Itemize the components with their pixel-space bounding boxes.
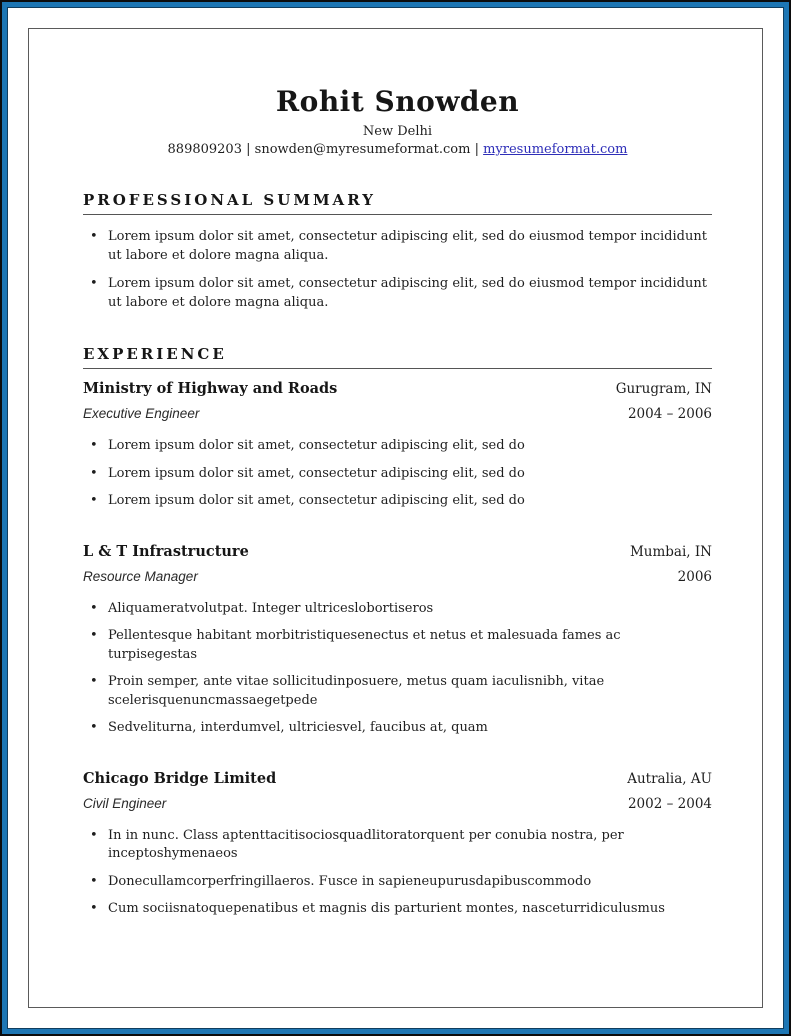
job-bullet-list [83, 827, 712, 919]
summary-bullet [83, 228, 712, 265]
job-title-row [83, 404, 712, 424]
job-entry-ministry [83, 379, 712, 511]
company-name: Ministry of Highway and Roads [83, 380, 338, 397]
job-entry-chicago-bridge [83, 769, 712, 919]
section-professional-summary [83, 191, 712, 312]
resume-name: Rohit Snowden [275, 85, 520, 118]
job-bullet [83, 673, 712, 710]
bullet-text: Donecullamcorperfringillaeros. Fusce in sapieneupurusdapibuscommodo [108, 873, 592, 889]
resume-location: New Delhi [362, 124, 433, 139]
bullet-text: Aliquameratvolutpat. Integer ultriceslobortiseros [108, 600, 434, 616]
website-link[interactable]: myresumeformat.com [483, 142, 628, 157]
experience-section-heading: EXPERIENCE [83, 345, 712, 369]
bullet-dot-icon: • [90, 600, 98, 616]
job-bullet [83, 465, 712, 484]
bullet-dot-icon: • [90, 901, 98, 916]
contact-separator: | [474, 142, 479, 157]
section-experience [83, 345, 712, 919]
job-bullet [83, 827, 712, 864]
job-header-row [83, 542, 712, 562]
job-bullet-list [83, 600, 712, 738]
bullet-text: Sedveliturna, interdumvel, ultriciesvel, faucibus at, quam [108, 720, 488, 735]
job-title-row [83, 567, 712, 587]
bullet-dot-icon: • [90, 827, 98, 843]
job-bullet [83, 719, 712, 738]
company-name: L & T Infrastructure [83, 542, 249, 560]
job-entry-lt-infrastructure [83, 542, 712, 738]
job-title: Civil Engineer [83, 795, 167, 811]
summary-section-heading: PROFESSIONAL SUMMARY [83, 191, 712, 215]
bullet-dot-icon: • [90, 438, 98, 453]
bullet-dot-icon: • [90, 276, 98, 291]
company-name: Chicago Bridge Limited [83, 769, 277, 787]
job-title: Resource Manager [83, 568, 198, 584]
job-title: Executive Engineer [83, 406, 200, 421]
job-location: Mumbai, IN [629, 543, 712, 560]
job-dates: 2002 – 2004 [627, 795, 712, 812]
job-title-row [83, 794, 712, 814]
bullet-dot-icon: • [90, 628, 98, 643]
job-bullet [83, 627, 712, 664]
phone-number: 889809203 [167, 142, 242, 157]
inner-frame-border [7, 7, 784, 1029]
job-bullet [83, 492, 712, 511]
bullet-dot-icon: • [90, 873, 98, 889]
bullet-text: Lorem ipsum dolor sit amet, consectetur adipiscing elit, sed do [108, 465, 525, 481]
job-header-row [83, 379, 712, 399]
contact-line [83, 141, 712, 158]
summary-bullet [83, 275, 712, 312]
summary-bullet-list [83, 228, 712, 312]
job-bullet [83, 437, 712, 456]
bullet-dot-icon: • [90, 720, 98, 735]
blue-frame-border [2, 2, 789, 1034]
job-dates: 2004 – 2006 [627, 406, 712, 422]
bullet-text: Lorem ipsum dolor sit amet, consectetur adipiscing elit, sed do eiusmod tempor incididunt ut labore et dolore magna aliqua. [108, 276, 707, 310]
bullet-text: Proin semper, ante vitae sollicitudinposuere, metus quam iaculisnibh, vitae scelerisquenuncmassaegetpede [108, 674, 605, 708]
resume-page [28, 28, 763, 1008]
contact-separator: | [246, 142, 251, 157]
bullet-dot-icon: • [90, 465, 98, 481]
bullet-dot-icon: • [90, 674, 98, 689]
job-bullet [83, 600, 712, 619]
bullet-dot-icon: • [90, 493, 98, 508]
bullet-text: Lorem ipsum dolor sit amet, consectetur adipiscing elit, sed do [108, 493, 525, 508]
job-header-row [83, 769, 712, 789]
job-bullet [83, 900, 712, 919]
bullet-text: Lorem ipsum dolor sit amet, consectetur adipiscing elit, sed do [108, 438, 525, 453]
resume-header [83, 85, 712, 158]
job-dates: 2006 [677, 568, 712, 585]
job-location: Autralia, AU [627, 770, 712, 787]
bullet-text: In in nunc. Class aptenttacitisociosquadlitoratorquent per conubia nostra, per inceptoshymenaeos [108, 827, 624, 861]
bullet-text: Cum sociisnatoquepenatibus et magnis dis parturient montes, nasceturridiculusmus [108, 901, 665, 916]
bullet-dot-icon: • [90, 229, 98, 244]
job-location: Gurugram, IN [615, 381, 712, 397]
bullet-text: Lorem ipsum dolor sit amet, consectetur adipiscing elit, sed do eiusmod tempor incididunt ut labore et dolore magna aliqua. [108, 229, 707, 263]
job-bullet [83, 873, 712, 892]
job-bullet-list [83, 437, 712, 511]
email-address: snowden@myresumeformat.com [254, 142, 471, 157]
bullet-text: Pellentesque habitant morbitristiquesenectus et netus et malesuada fames ac turpisegestas [108, 628, 621, 662]
